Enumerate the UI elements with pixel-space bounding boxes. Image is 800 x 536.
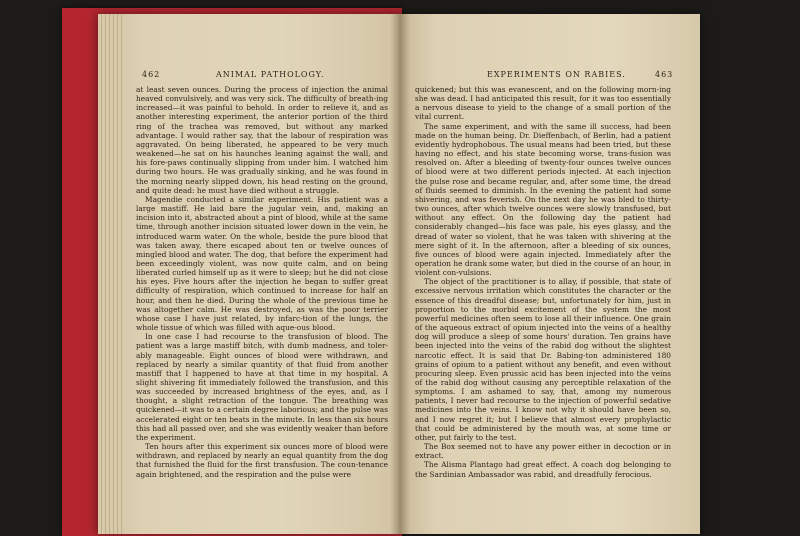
left-page-text xyxy=(136,85,388,479)
paragraph: Magendie conducted a similar experiment. His patient was a large mastiff. He laid bare the jugular vein, and, making an incision into it, abstracted about a pint of blood, while at the same time, through another incision situated lower down in the vein, he introduced warm water. On the whole, beside the pure blood that was taken away, there escaped about ten or twelve ounces of mingled blood and water. The dog, that before the experiment had been exceedingly violent, was now quite calm, and on being liberated curled himself up as it were to sleep; but he did not close his eyes. Five hours after the injection he began to suffer great difficulty of respiration, which continued to increase for half an hour, and then he died. During the whole of the previous time he was altogether calm. He was destroyed, as was the poor terrier whose case I have just related, by infarc-tion of the lungs, the whole tissue of which was filled with aque-ous blood. xyxy=(136,194,388,333)
right-running-head: EXPERIMENTS ON RABIES. xyxy=(487,70,626,79)
paragraph: The same experiment, and with the same ill success, had been made on the human being. Dr. Dieffenbach, of Berlin, had a patient evidently hydrophobous. The usual means had been tried, but these having no effect, and his state becoming worse, trans-fusion was resolved on. After a bleeding of twenty-four ounces twelve ounces of blood were at two different periods injected. At each injection the pulse rose and became regular, and, after some time, the dread of fluids seemed to diminish. In the evening the patient had some shivering, and was feverish. On the next day he was bled to thirty-two ounces, after which twelve ounces were slowly transfused, but without any effect. On the following day the patient had considerably changed—his face was pale, his eyes glassy, and the dread of water so violent, that he was taken with shivering at the mere sight of it. In the afternoon, after a bleeding of six ounces, five ounces of blood were again injected. Immediately after the operation he drank some water, but died in the course of an hour, in violent con-vulsions. xyxy=(415,121,671,278)
paragraph: quickened; but this was evanescent, and on the following morn-ing she was dead. I had anticipated this result, for it was too essentially a nervous disease to yield to the change of a small portion of the vital current. xyxy=(415,85,671,122)
right-page-number: 463 xyxy=(655,70,674,79)
page-edges xyxy=(98,14,122,534)
paragraph: Ten hours after this experiment six ounces more of blood were withdrawn, and replaced by nearly an equal quantity from the dog that furnished the fluid for the first transfusion. The coun-tenance again brightened, and the respiration and the pulse were xyxy=(136,442,388,479)
paragraph: The Alisma Plantago had great effect. A coach dog belonging to the Sardinian Ambassador was rabid, and dreadfully ferocious. xyxy=(415,460,671,479)
open-book xyxy=(98,14,700,534)
right-page xyxy=(399,14,700,534)
left-running-head: ANIMAL PATHOLOGY. xyxy=(216,70,325,79)
right-page-text xyxy=(415,85,671,479)
paragraph: at least seven ounces. During the process of injection the animal heaved convulsively, and was very sick. The difficulty of breath-ing increased—it was painful to behold. In order to relieve it, and as another interesting experiment, the anterior portion of the third ring of the trachea was removed, but without any marked advantage. I would rather say, that the labour of respiration was aggravated. On being liberated, he appeared to be very much weakened—he sat on his haunches leaning against the wall, and his fore-paws continually slipping from under him. I watched him during two hours. He was gradually sinking, and he was found in the morning nearly slipped down, his head resting on the ground, and quite dead: he must have died without a struggle. xyxy=(136,85,388,195)
left-page xyxy=(98,14,400,534)
left-page-number: 462 xyxy=(142,70,161,79)
book-gutter xyxy=(390,14,410,534)
paragraph: The Box seemed not to have any power either in decoction or in extract. xyxy=(415,442,671,461)
paragraph: The object of the practitioner is to allay, if possible, that state of excessive nervous irritation which constitutes the character or the essence of this dreadful disease; but, unfortunately for him, just in proportion to the morbid excitement of the system the most powerful medicines often seem to lose all their influence. One grain of the aqueous extract of opium injected into the veins of a healthy dog will produce a sleep of some hours' duration. Ten grains have been injected into the veins of the rabid dog without the slightest narcotic effect. It is said that Dr. Babing-ton administered 180 grains of opium to a patient without any benefit, and even without procuring sleep. Even prussic acid has been injected into the veins of the rabid dog without causing any perceptible relaxation of the symptoms. I am ashamed to say, that, among my numerous patients, I never had recourse to the injection of powerful sedative medicines into the veins. I know not why it should have been so, and I now regret it; but I believe that almost every prophylactic that could be administered by the mouth was, at some time or other, put fairly to the test. xyxy=(415,277,671,442)
paragraph: In one case I had recourse to the transfusion of blood. The patient was a large mastiff bitch, with dumb madness, and toler-ably manageable. Eight ounces of blood were withdrawn, and replaced by nearly a similar quantity of that fluid from another mastiff that I happened to have at that time in my hospital. A slight shivering fit immediately followed the transfusion, and this was succeeded by increased brightness of the eyes, and, as I thought, a slight retraction of the tongue. The breathing was quickened—it was to a certain degree laborious; and the pulse was accelerated eight or ten beats in the minute. In less than six hours this had all passed over, and she was evidently weaker than before the experiment. xyxy=(136,332,388,442)
